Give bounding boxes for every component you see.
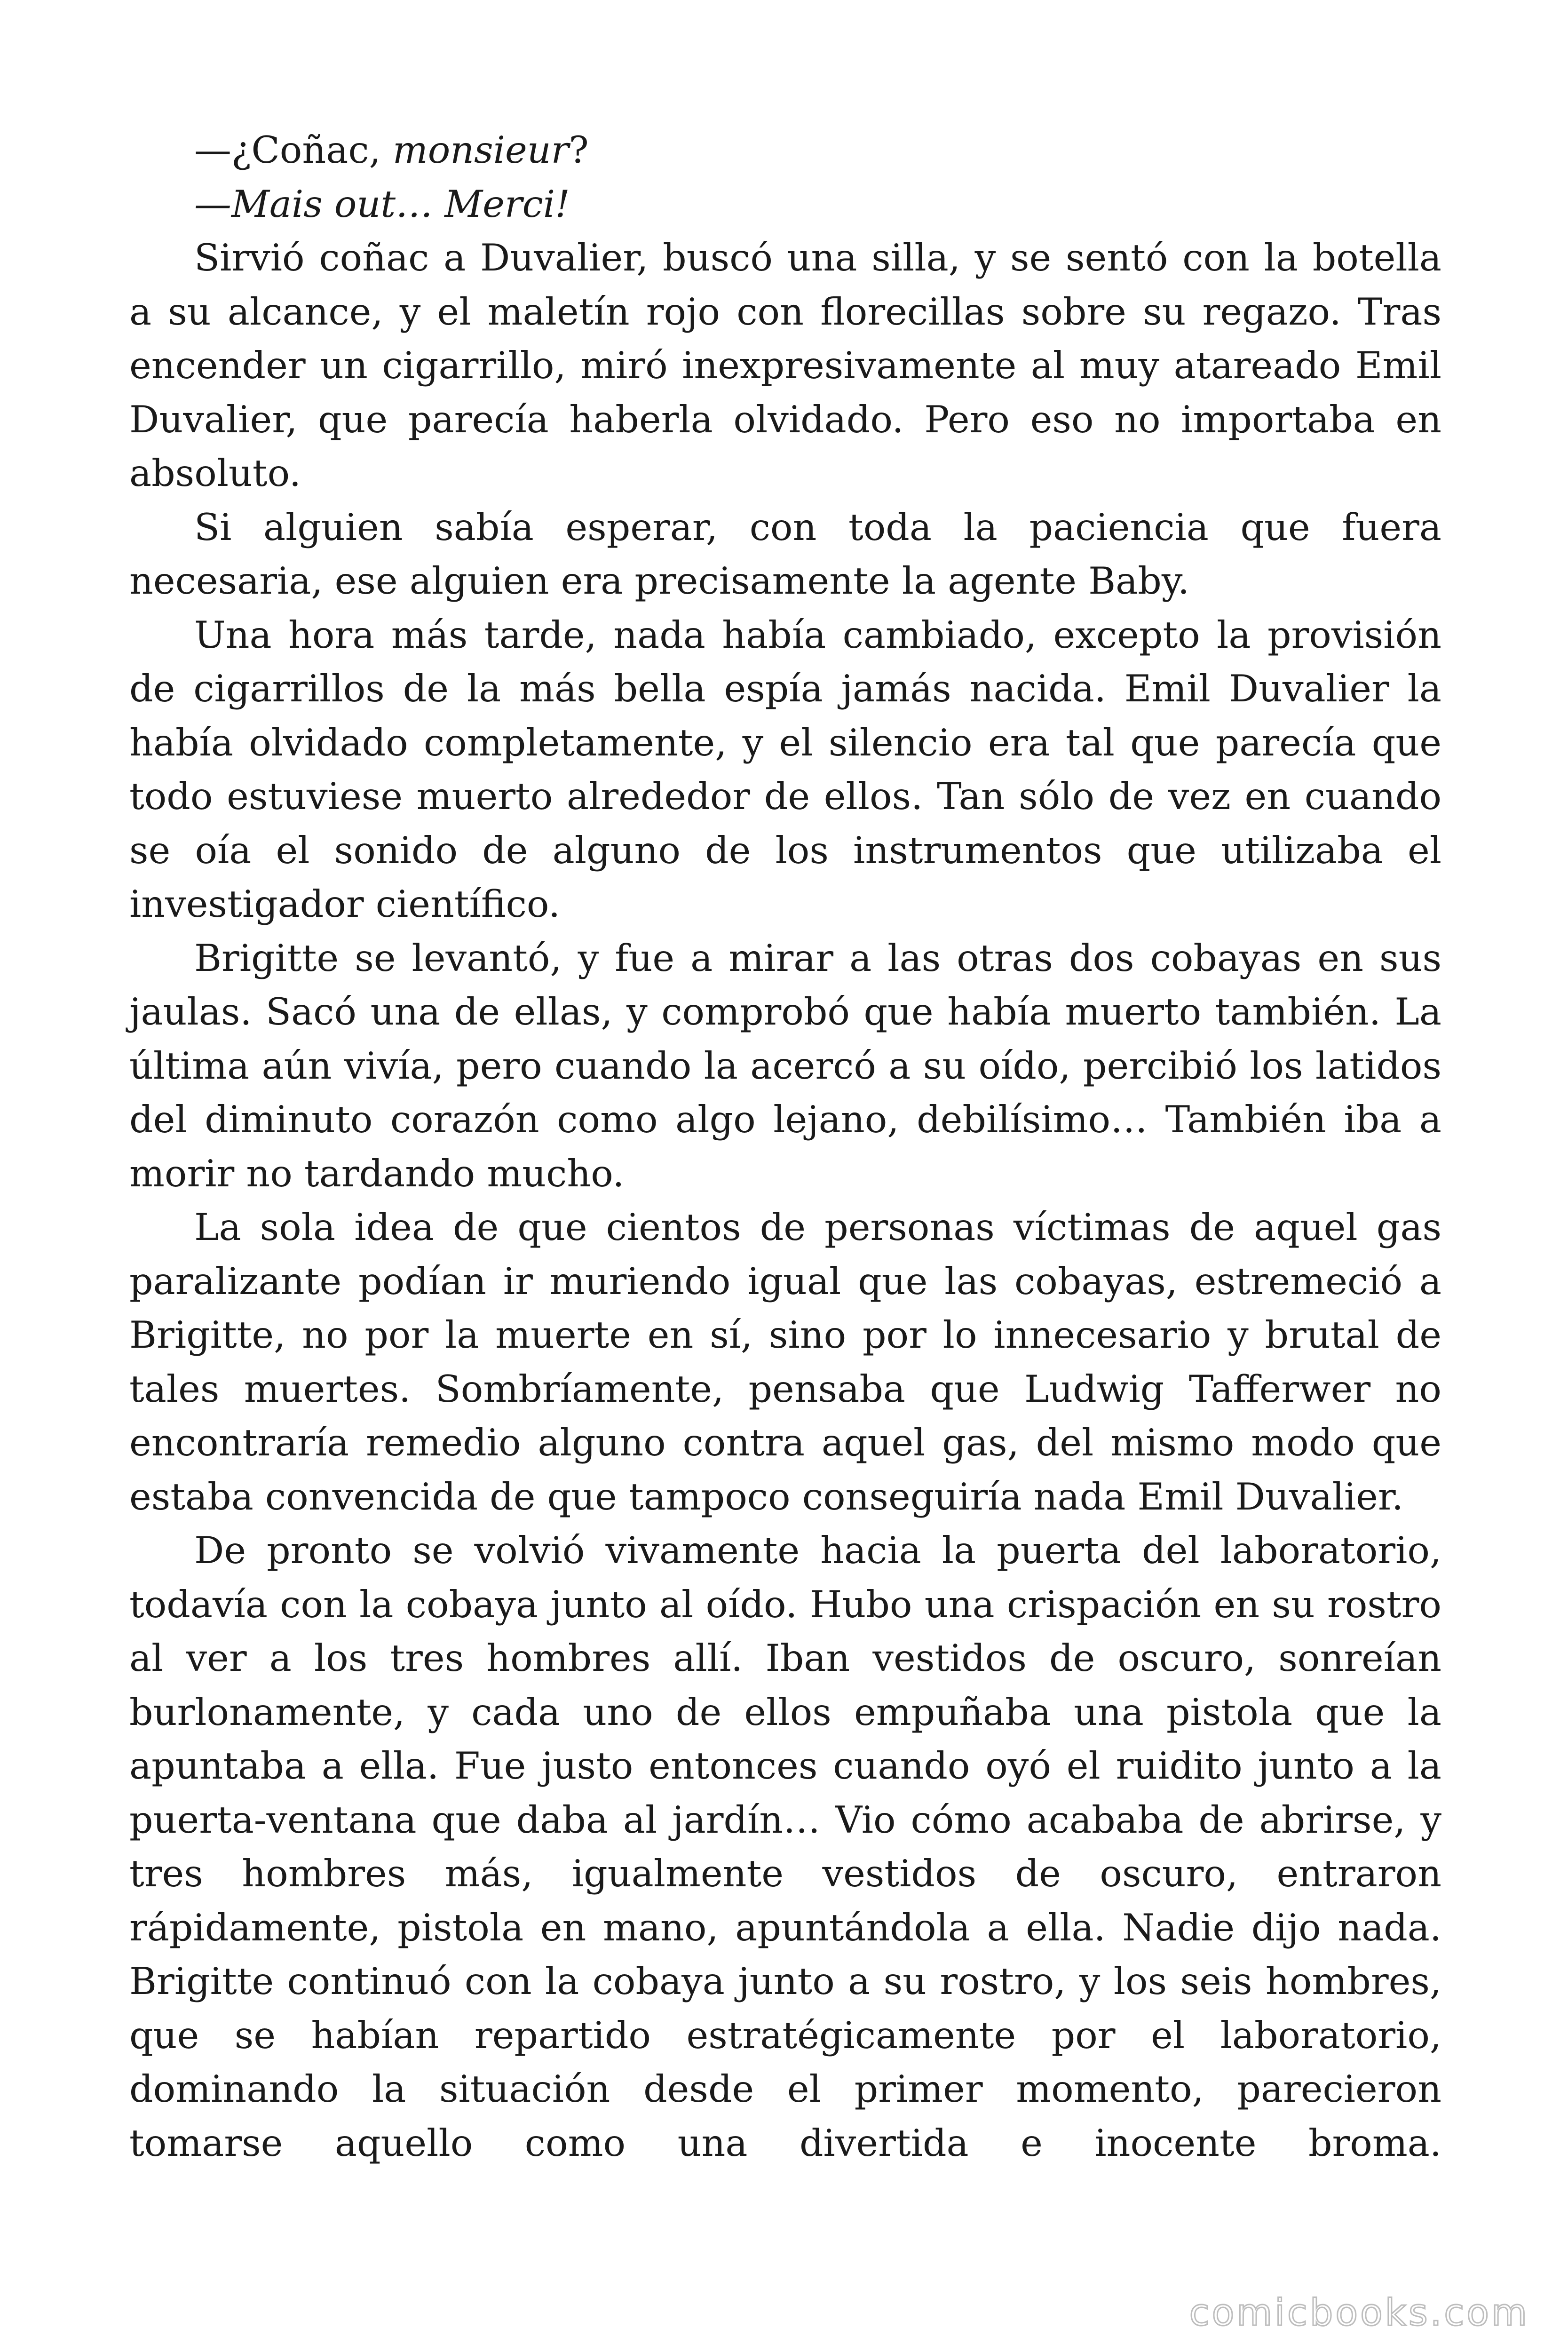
paragraph: Sirvió coñac a Duvalier, buscó una silla, y se sentó con la botella a su alcance, y el maletín rojo con florecillas sobre su regazo. Tras encender un cigarrillo, miró inexpresivamente al muy atareado Emil Duvalier, que parecía haberla olvidado. Pero eso no importaba en absoluto. [129,236,1441,495]
paragraph: De pronto se volvió vivamente hacia la puerta del laboratorio, todavía con la cobaya junto al oído. Hubo una crispación en su rostro al ver a los tres hombres allí. Iban vestidos de oscuro, sonreían burlonamente, y cada uno de ellos empuñaba una pistola que la apuntaba a ella. Fue justo entonces cuando oyó el ruidito junto a la puerta-ventana que daba al jardín… Vio cómo acababa de abrirse, y tres hombres más, igualmente vestidos de oscuro, entraron rápidamente, pistola en mano, apuntándola a ella. Nadie dijo nada. Brigitte continuó con la cobaya junto a su rostro, y los seis hombres, que se habían repartido estratégicamente por el laboratorio, dominando la situación desde el primer momento, parecieron tomarse aquello como una divertida e inocente broma. [129,1529,1441,2165]
dialogue-text: —¿Coñac, [194,128,393,172]
paragraph: La sola idea de que cientos de personas víctimas de aquel gas paralizante podían ir muriendo igual que las cobayas, estremeció a Brigitte, no por la muerte en sí, sino por lo innecesario y brutal de tales muertes. Sombríamente, pensaba que Ludwig Tafferwer no encontraría remedio alguno contra aquel gas, del mismo modo que estaba convencida de que tampoco conseguiría nada Emil Duvalier. [129,1206,1441,1518]
dialogue-line-2 [129,177,1441,231]
dialogue-italic: Mais out… Merci! [231,182,570,226]
paragraph: Si alguien sabía esperar, con toda la paciencia que fuera necesaria, ese alguien era precisamente la agente Baby. [129,505,1441,603]
watermark: comicbooks.com [1189,2292,1529,2334]
dialogue-line-1 [129,123,1441,177]
paragraph: Brigitte se levantó, y fue a mirar a las otras dos cobayas en sus jaulas. Sacó una de ellas, y comprobó que había muerto también. La última aún vivía, pero cuando la acercó a su oído, percibió los latidos del diminuto corazón como algo lejano, debilísimo… También iba a morir no tardando mucho. [129,936,1441,1195]
dialogue-text: ? [569,128,589,172]
dialogue-italic: monsieur [392,128,569,172]
paragraph: Una hora más tarde, nada había cambiado, excepto la provisión de cigarrillos de la más bella espía jamás nacida. Emil Duvalier la había olvidado completamente, y el silencio era tal que parecía que todo estuviese muerto alrededor de ellos. Tan sólo de vez en cuando se oía el sonido de alguno de los instrumentos que utilizaba el investigador científico. [129,613,1441,926]
dialogue-dash: — [194,182,231,226]
page-text [129,123,1441,2170]
